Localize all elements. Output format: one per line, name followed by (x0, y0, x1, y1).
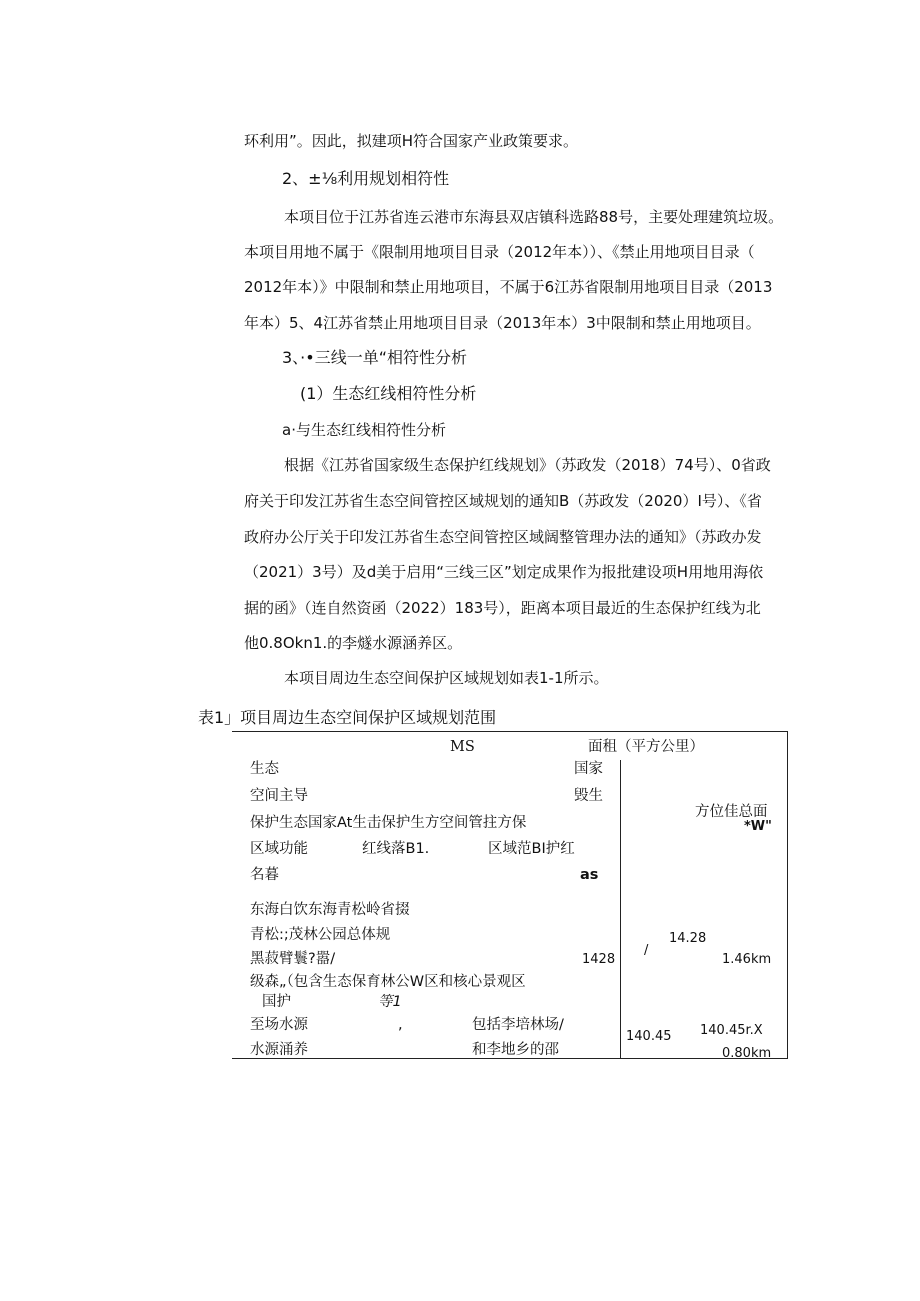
row2-line-1b: , (398, 1017, 403, 1033)
header-nation1: 国家 (574, 761, 603, 777)
row1-distance: 1.46km (722, 952, 772, 967)
header-nation2: 毁生 (574, 788, 603, 804)
sub-heading-a: a·与生态红线相符性分析 (282, 421, 446, 439)
row1-line-5b: 等1 (378, 994, 402, 1010)
table-divider (620, 760, 621, 1059)
row1-value-14-28: 14.28 (669, 931, 707, 946)
row1-value-1428: 1428 (582, 952, 616, 967)
header-ms: MS (450, 739, 475, 755)
body-line-1: 环利用”。因此，拟建项H符合国家产业政策要求。 (244, 132, 579, 150)
header-func: 区域功能 (250, 841, 308, 857)
row1-line-3: 黑菽臂鬟?嚣/ (250, 951, 336, 967)
subsection-heading-3-1: (1）生态红线相符性分析 (300, 384, 477, 403)
para3-line-6: 他0.8Okn1.的李燧水源涵养区。 (244, 634, 463, 652)
para3-line-4: （2021）3号）及d美于启用“三线三区”划定成果作为报批建设项H用地用海依 (244, 563, 764, 581)
para3-line-3: 政府办公厅关于印发江苏省生态空间管控区域阔整管理办法的通知》（苏政办发 (244, 528, 762, 546)
header-w: *W" (744, 819, 772, 834)
header-c1: 生态 (250, 761, 279, 777)
para3-line-1: 根据《江苏省国家级生态保护红线规划》（苏政发（2018）74号）、0省政 (284, 456, 771, 474)
header-c2: 空间主导 (250, 788, 308, 804)
section-heading-2: 2、±⅛利用规划相符性 (282, 169, 450, 188)
table-caption: 表1」项目周边生态空间保护区域规划范围 (198, 708, 497, 727)
row1-line-2: 青松:;茂林公园总体规 (250, 927, 391, 943)
header-area: 面租（平方公里） (588, 739, 704, 755)
row1-line-1: 东海白饮东海青松岭省掇 (250, 902, 410, 918)
table-top-border (232, 731, 787, 732)
para4: 本项目周边生态空间保护区域规划如表1-1所示。 (284, 669, 609, 687)
para2-line-4: 年本）5、4江苏省禁止用地项目目录（2013年本）3中限制和禁止用地项目。 (244, 314, 761, 332)
para2-line-3: 2012年本）》中限制和禁止用地项目，不属于6江苏省限制用地项目目录（2013 (244, 278, 773, 296)
header-range: 区域范BI护红 (488, 841, 575, 857)
row2-value-2: 140.45r.X (700, 1023, 763, 1038)
row2-line-1a: 至场水源 (250, 1017, 308, 1033)
section-heading-3: 3、·•三线一单“相符性分析 (282, 348, 467, 367)
para2-line-1: 本项目位于江苏省连云港市东海县双店镇科选路88号，主要处理建筑垃圾。 (284, 208, 784, 226)
header-as: as (580, 867, 599, 883)
row2-line-2a: 水源涌养 (250, 1042, 308, 1058)
row1-line-4: 级森„（包含生态保育林公W区和核心景观区 (250, 974, 526, 990)
row1-slash: / (644, 943, 649, 958)
row2-value: 140.45 (626, 1029, 672, 1044)
row1-line-5a: 国护 (262, 994, 291, 1010)
row2-line-1c: 包括李培林场/ (472, 1017, 564, 1033)
header-redline: 红线落B1. (362, 841, 430, 857)
header-dir: 方位佳总面 (695, 804, 768, 820)
row2-line-2c: 和李地乡的邵 (472, 1042, 559, 1058)
table-right-border (787, 731, 788, 1059)
header-row-mixed: 保护生态国家At生击保护生方空间管拄方保 (250, 815, 527, 831)
para3-line-5: 据的函》（连自然资函（2022）183号），距离本项目最近的生态保护红线为北 (244, 599, 761, 617)
para2-line-2: 本项目用地不属于《限制用地项目目录（2012年本））、《禁止用地项目目录（ (244, 243, 755, 261)
row2-distance: 0.80km (722, 1046, 772, 1061)
header-name: 名暮 (250, 867, 279, 883)
para3-line-2: 府关于印发江苏省生态空间管控区域规划的通知B（苏政发（2020）I号）、《省 (244, 492, 762, 510)
